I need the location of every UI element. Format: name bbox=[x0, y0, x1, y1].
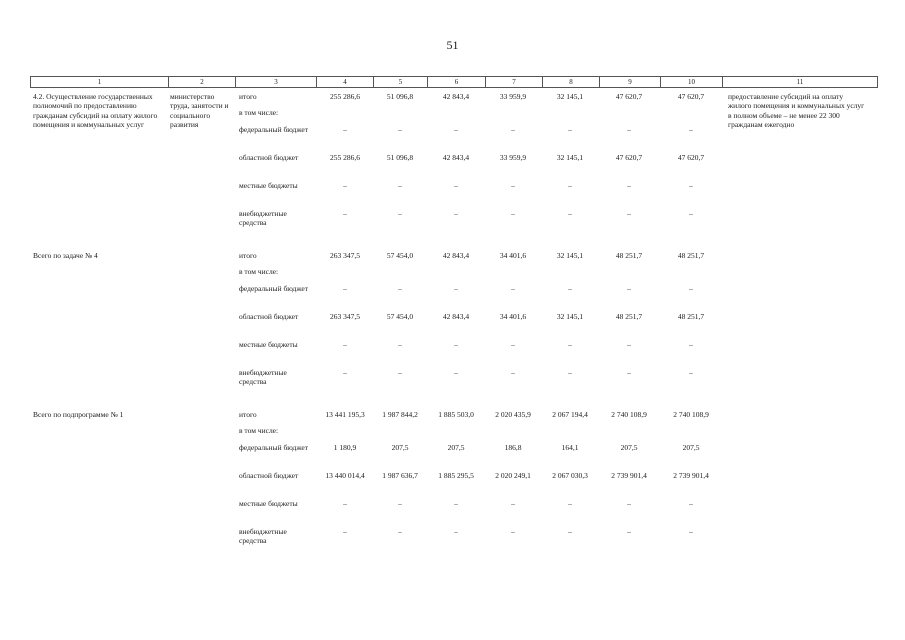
row-value: 48 251,7 bbox=[615, 312, 643, 321]
row-value: 57 454,0 bbox=[386, 312, 414, 321]
row-value: – bbox=[627, 368, 631, 377]
row-value: – bbox=[454, 125, 458, 134]
row-value: – bbox=[454, 499, 458, 508]
section-title: Всего по задаче № 4 bbox=[33, 251, 98, 260]
row-value: – bbox=[689, 368, 693, 377]
row-value: – bbox=[627, 340, 631, 349]
row-value: – bbox=[627, 499, 631, 508]
section-title: 4.2. Осуществление государственных полномочий по предоставлению гражданам субсидий на оплату жилого помещения и коммунальных услуг bbox=[33, 92, 158, 130]
row-value: 42 843,4 bbox=[442, 312, 470, 321]
row-value: – bbox=[568, 209, 572, 218]
column-header-4: 4 bbox=[317, 77, 374, 87]
row-value: – bbox=[689, 209, 693, 218]
row-value: – bbox=[627, 284, 631, 293]
column-header-3: 3 bbox=[236, 77, 317, 87]
row-value: 42 843,4 bbox=[442, 153, 470, 162]
row-value: – bbox=[568, 125, 572, 134]
row-value: – bbox=[343, 284, 347, 293]
row-value: 164,1 bbox=[561, 443, 579, 452]
section-executor: министерство труда, занятости и социального развития bbox=[170, 92, 229, 130]
table-header-row bbox=[30, 76, 878, 88]
row-value: – bbox=[343, 499, 347, 508]
row-value: – bbox=[511, 499, 515, 508]
row-value: – bbox=[454, 181, 458, 190]
row-value: – bbox=[454, 284, 458, 293]
row-value: 47 620,7 bbox=[677, 92, 705, 101]
row-value: 2 067 194,4 bbox=[552, 410, 588, 419]
column-header-5: 5 bbox=[374, 77, 428, 87]
row-value: – bbox=[343, 340, 347, 349]
row-value: 1 885 503,0 bbox=[438, 410, 474, 419]
row-value: 51 096,8 bbox=[386, 153, 414, 162]
row-label: в том числе: bbox=[239, 108, 279, 117]
row-value: 34 401,6 bbox=[499, 312, 527, 321]
column-header-1: 1 bbox=[31, 77, 169, 87]
row-value: 2 739 901,4 bbox=[673, 471, 709, 480]
section-result: предоставление субсидий на оплату жилого помещения и коммунальных услуг в полном объеме – не менее 22 300 гражданам ежегодно bbox=[728, 92, 865, 130]
row-value: 207,5 bbox=[682, 443, 700, 452]
row-label: внебюджетные средства bbox=[239, 368, 287, 387]
row-value: 263 347,5 bbox=[330, 251, 360, 260]
row-value: – bbox=[454, 340, 458, 349]
row-value: – bbox=[689, 181, 693, 190]
row-label: местные бюджеты bbox=[239, 499, 298, 508]
row-value: 47 620,7 bbox=[615, 92, 643, 101]
row-value: 57 454,0 bbox=[386, 251, 414, 260]
row-value: 207,5 bbox=[391, 443, 409, 452]
row-value: 32 145,1 bbox=[556, 312, 584, 321]
row-label: федеральный бюджет bbox=[239, 284, 309, 293]
row-value: – bbox=[511, 125, 515, 134]
row-value: – bbox=[627, 181, 631, 190]
row-value: – bbox=[343, 368, 347, 377]
row-value: 255 286,6 bbox=[330, 92, 360, 101]
row-value: 2 020 435,9 bbox=[495, 410, 531, 419]
row-value: 48 251,7 bbox=[677, 251, 705, 260]
row-value: 2 739 901,4 bbox=[611, 471, 647, 480]
row-value: – bbox=[343, 181, 347, 190]
row-value: – bbox=[689, 125, 693, 134]
row-value: – bbox=[511, 527, 515, 536]
row-value: – bbox=[689, 499, 693, 508]
row-value: 13 440 014,4 bbox=[325, 471, 365, 480]
row-value: 1 885 295,5 bbox=[438, 471, 474, 480]
row-value: – bbox=[568, 499, 572, 508]
row-label: итого bbox=[239, 92, 257, 101]
row-value: – bbox=[511, 368, 515, 377]
row-label: федеральный бюджет bbox=[239, 443, 309, 452]
column-header-7: 7 bbox=[486, 77, 543, 87]
row-value: 34 401,6 bbox=[499, 251, 527, 260]
section-title: Всего по подпрограмме № 1 bbox=[33, 410, 124, 419]
row-value: – bbox=[568, 284, 572, 293]
row-value: 1 987 636,7 bbox=[382, 471, 418, 480]
row-value: – bbox=[398, 181, 402, 190]
row-value: 48 251,7 bbox=[677, 312, 705, 321]
row-value: – bbox=[398, 209, 402, 218]
row-value: 186,8 bbox=[504, 443, 522, 452]
row-label: внебюджетные средства bbox=[239, 209, 287, 228]
row-value: – bbox=[343, 527, 347, 536]
row-label: местные бюджеты bbox=[239, 340, 298, 349]
row-label: итого bbox=[239, 410, 257, 419]
row-value: 42 843,4 bbox=[442, 251, 470, 260]
row-label: в том числе: bbox=[239, 267, 279, 276]
row-value: – bbox=[627, 125, 631, 134]
row-value: – bbox=[627, 209, 631, 218]
column-header-10: 10 bbox=[661, 77, 723, 87]
row-label: итого bbox=[239, 251, 257, 260]
row-label: областной бюджет bbox=[239, 312, 299, 321]
row-value: 33 959,9 bbox=[499, 92, 527, 101]
row-value: 2 020 249,1 bbox=[495, 471, 531, 480]
row-value: 1 180,9 bbox=[333, 443, 357, 452]
row-value: 33 959,9 bbox=[499, 153, 527, 162]
row-label: внебюджетные средства bbox=[239, 527, 287, 546]
row-value: – bbox=[398, 284, 402, 293]
row-value: – bbox=[568, 368, 572, 377]
row-value: 32 145,1 bbox=[556, 251, 584, 260]
row-label: областной бюджет bbox=[239, 153, 299, 162]
row-value: – bbox=[398, 499, 402, 508]
row-value: – bbox=[689, 527, 693, 536]
row-value: 1 987 844,2 bbox=[382, 410, 418, 419]
row-value: – bbox=[454, 527, 458, 536]
row-value: – bbox=[398, 125, 402, 134]
row-value: 2 740 108,9 bbox=[611, 410, 647, 419]
row-label: в том числе: bbox=[239, 426, 279, 435]
column-header-8: 8 bbox=[543, 77, 600, 87]
row-value: 48 251,7 bbox=[615, 251, 643, 260]
row-value: 255 286,6 bbox=[330, 153, 360, 162]
row-value: – bbox=[398, 527, 402, 536]
row-value: – bbox=[568, 527, 572, 536]
row-value: – bbox=[343, 209, 347, 218]
row-value: – bbox=[511, 181, 515, 190]
row-value: – bbox=[568, 340, 572, 349]
row-label: федеральный бюджет bbox=[239, 125, 309, 134]
row-value: – bbox=[511, 340, 515, 349]
row-value: 51 096,8 bbox=[386, 92, 414, 101]
row-value: – bbox=[511, 209, 515, 218]
row-value: – bbox=[343, 125, 347, 134]
column-header-9: 9 bbox=[600, 77, 661, 87]
row-label: областной бюджет bbox=[239, 471, 299, 480]
row-label: местные бюджеты bbox=[239, 181, 298, 190]
row-value: 207,5 bbox=[620, 443, 638, 452]
row-value: 263 347,5 bbox=[330, 312, 360, 321]
row-value: 47 620,7 bbox=[615, 153, 643, 162]
column-header-6: 6 bbox=[428, 77, 486, 87]
row-value: 207,5 bbox=[447, 443, 465, 452]
row-value: 32 145,1 bbox=[556, 92, 584, 101]
row-value: 2 740 108,9 bbox=[673, 410, 709, 419]
row-value: – bbox=[398, 340, 402, 349]
column-header-11: 11 bbox=[796, 78, 804, 86]
row-value: – bbox=[689, 284, 693, 293]
row-value: 32 145,1 bbox=[556, 153, 584, 162]
row-value: 2 067 030,3 bbox=[552, 471, 588, 480]
page-number: 51 bbox=[446, 38, 459, 52]
row-value: – bbox=[398, 368, 402, 377]
row-value: – bbox=[454, 368, 458, 377]
row-value: – bbox=[568, 181, 572, 190]
row-value: – bbox=[627, 527, 631, 536]
row-value: – bbox=[454, 209, 458, 218]
row-value: – bbox=[689, 340, 693, 349]
column-header-2: 2 bbox=[169, 77, 236, 87]
row-value: 47 620,7 bbox=[677, 153, 705, 162]
row-value: 42 843,4 bbox=[442, 92, 470, 101]
row-value: – bbox=[511, 284, 515, 293]
row-value: 13 441 195,3 bbox=[325, 410, 365, 419]
